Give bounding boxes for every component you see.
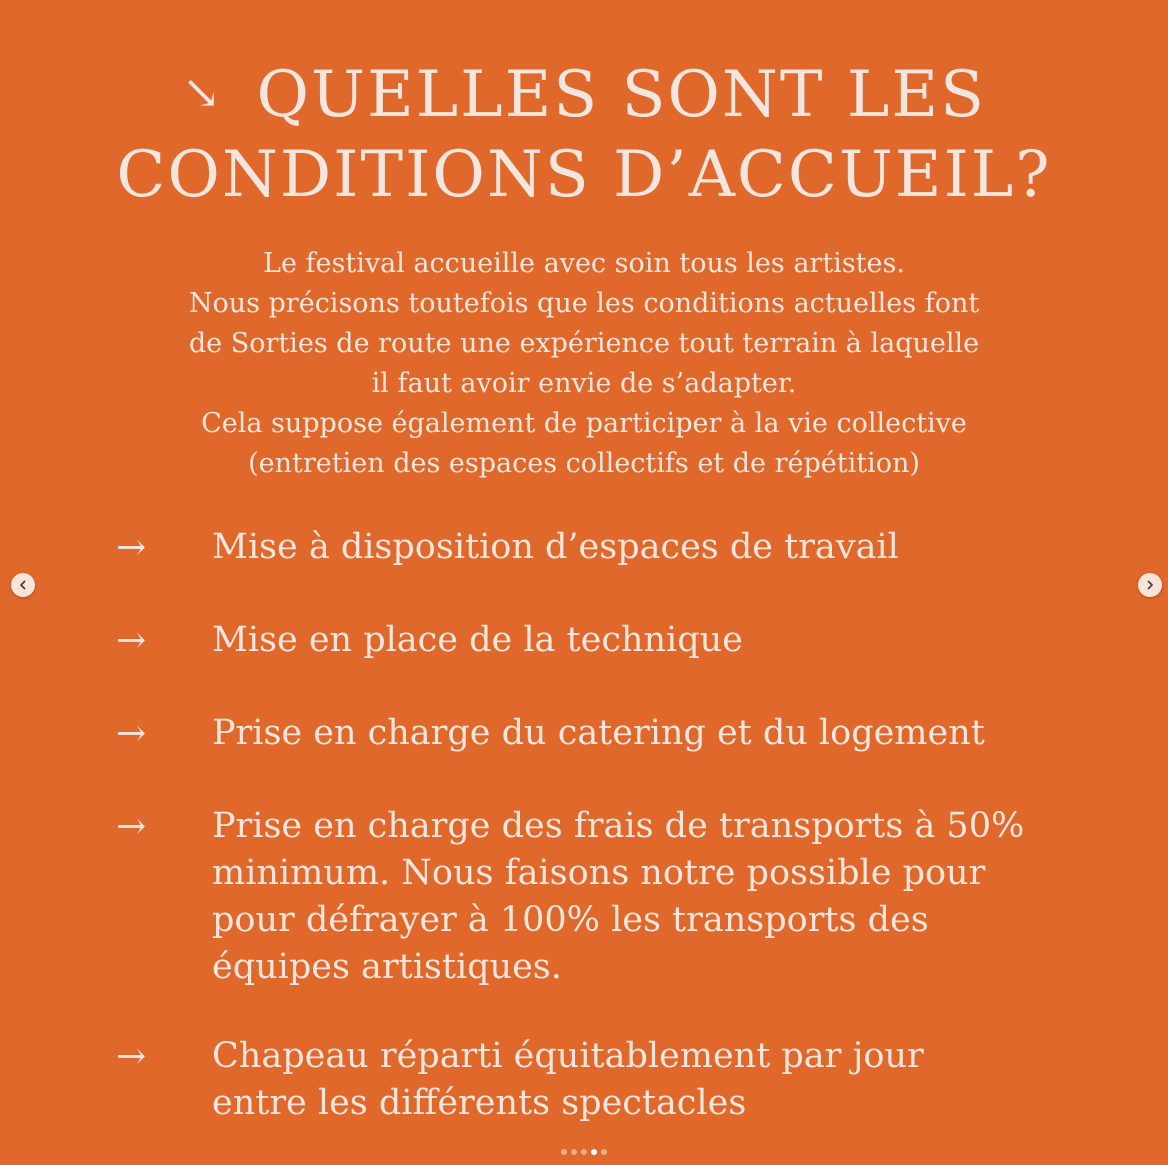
next-slide-button[interactable] [1138, 573, 1162, 597]
list-item-line: entre les différents spectacles [212, 1083, 747, 1123]
carousel-pagination [0, 1149, 1168, 1155]
intro-line: Nous précisons toutefois que les conditions actuelles font [188, 288, 980, 319]
list-item-line: Prise en charge du catering et du logement [212, 713, 985, 753]
intro-line: Cela suppose également de participer à la vie collective [201, 408, 967, 439]
slide-title [0, 52, 1168, 215]
intro-line: de Sorties de route une expérience tout terrain à laquelle [188, 328, 980, 359]
arrow-right-icon: → [116, 713, 147, 754]
list-item-line: équipes artistiques. [212, 947, 562, 987]
intro-line: (entretien des espaces collectifs et de répétition) [248, 448, 920, 479]
arrow-down-right-icon: ↘ [182, 65, 223, 119]
list-item-text [212, 524, 1082, 571]
list-item-line: Mise à disposition d’espaces de travail [212, 527, 899, 567]
pagination-dot[interactable] [561, 1149, 567, 1155]
pagination-dot[interactable] [581, 1149, 587, 1155]
intro-line: Le festival accueille avec soin tous les artistes. [263, 248, 905, 279]
previous-slide-button[interactable] [11, 573, 35, 597]
pagination-dot[interactable] [571, 1149, 577, 1155]
list-item-text [212, 1033, 1082, 1127]
intro-line: il faut avoir envie de s’adapter. [371, 368, 797, 399]
arrow-right-icon: → [116, 527, 147, 568]
title-line: CONDITIONS D’ACCUEIL? [116, 138, 1052, 212]
chevron-left-icon [18, 580, 28, 590]
intro-paragraph [90, 244, 1078, 484]
list-item-line: Prise en charge des frais de transports à 50% [212, 806, 1025, 846]
arrow-right-icon: → [116, 1036, 147, 1077]
pagination-dot[interactable] [601, 1149, 607, 1155]
list-item-text [212, 803, 1082, 991]
list-item-line: minimum. Nous faisons notre possible pour [212, 853, 986, 893]
pagination-dot[interactable] [591, 1149, 597, 1155]
arrow-right-icon: → [116, 620, 147, 661]
arrow-right-icon: → [116, 806, 147, 847]
title-line-text: QUELLES SONT LES [256, 58, 986, 132]
list-item-line: pour défrayer à 100% les transports des [212, 900, 929, 940]
list-item-text [212, 710, 1082, 757]
list-item-line: Mise en place de la technique [212, 620, 743, 660]
list-item-line: Chapeau réparti équitablement par jour [212, 1036, 924, 1076]
title-line [0, 52, 1168, 135]
list-item-text [212, 617, 1082, 664]
chevron-right-icon [1145, 580, 1155, 590]
